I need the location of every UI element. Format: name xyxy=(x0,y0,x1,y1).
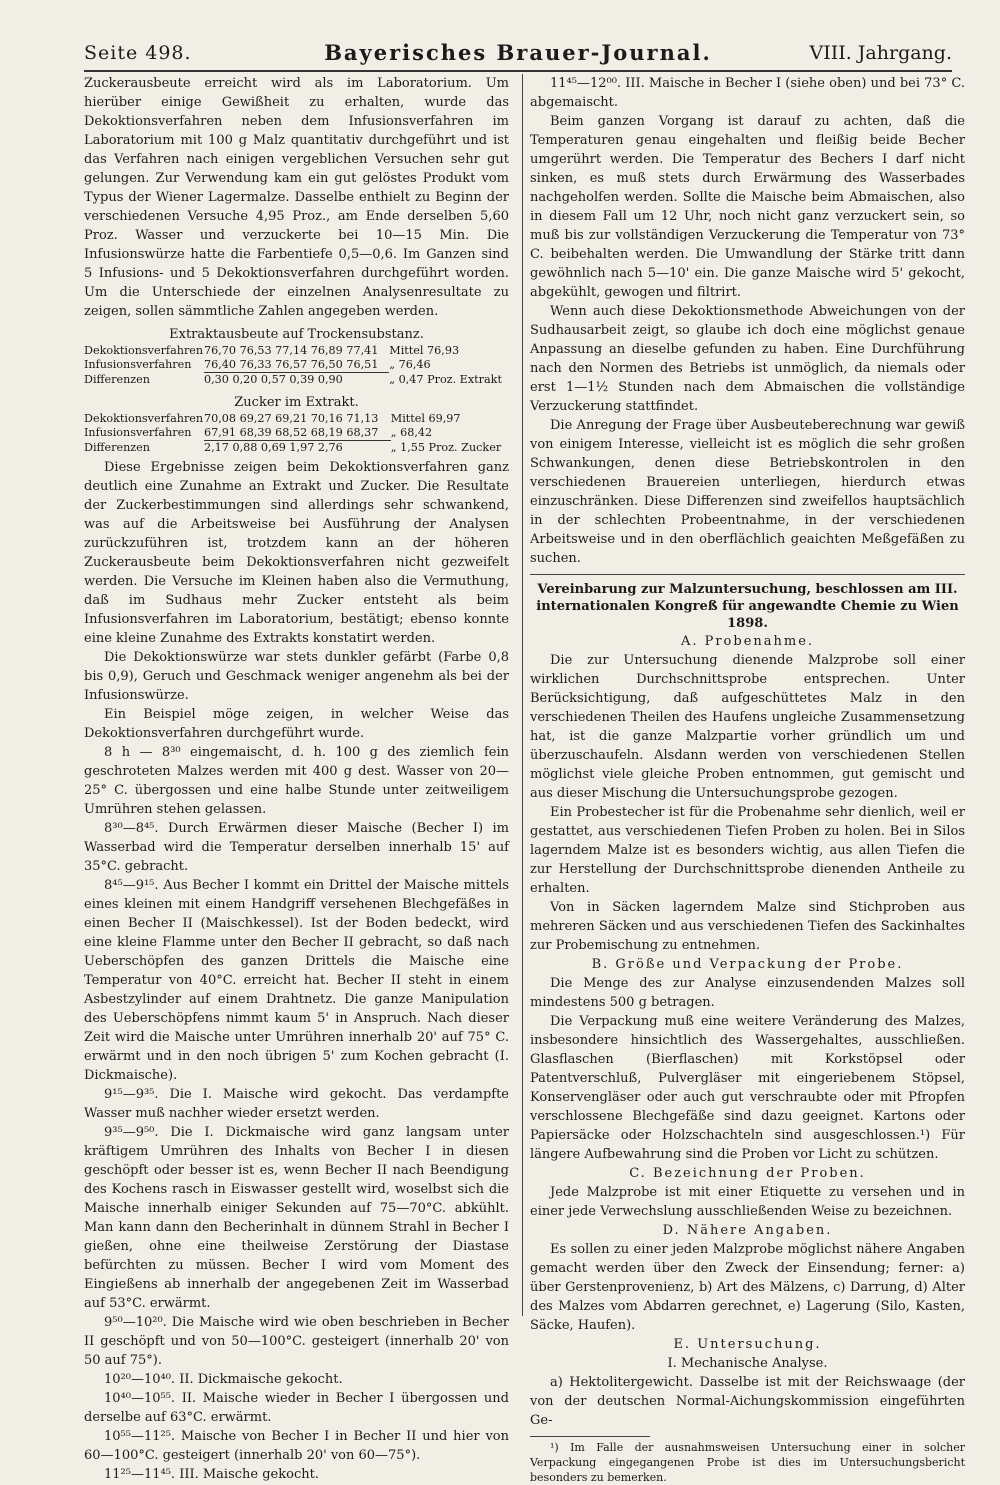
row-values: 2,17 0,88 0,69 1,97 2,76 xyxy=(204,441,391,456)
paragraph: 10⁴⁰—10⁵⁵. II. Maische wieder in Becher I übergossen und derselbe auf 63°C. erwärmt. xyxy=(84,1391,509,1425)
row-mean: „ 0,47 Proz. Extrakt xyxy=(389,372,502,386)
section-rule xyxy=(530,574,965,575)
page-number: Seite 498. xyxy=(84,42,192,64)
table-row xyxy=(84,426,509,441)
paragraph: Zuckerausbeute erreicht wird als im Laboratorium. Um hierüber einige Gewißheit zu erhalten, wurde das Dekoktionsverfahren neben dem Infusionsverfahren im Laboratorium mit 100 g Malz quantitativ durchgeführt und ist das Verfahren nach einigen vergeblichen Versuchen sehr gut gelungen. Zur Verwendung kam ein gut gelöstes Produkt vom Typus der Wiener Lagermalze. Dasselbe enthielt zu Beginn der verschiedenen Versuche 4,95 Proz., am Ende derselben 5,60 Proz. Wasser und verzuckerte bei 10—15 Min. Die Infusionswürze hatte die Farbentiefe 0,5—0,6. Im Ganzen sind 5 Infusions- und 5 Dekoktionsverfahren durchgeführt worden. Um die Unterschiede der einzelnen Analysenresultate zu zeigen, sollen sämmtliche Zahlen angegeben werden. xyxy=(84,76,509,319)
row-mean: „ 1,55 Proz. Zucker xyxy=(390,440,502,454)
row-mean: „ 76,46 xyxy=(389,358,431,372)
row-label: Infusionsverfahren xyxy=(84,426,192,440)
paragraph: 9³⁵—9⁵⁰. Die I. Dickmaische wird ganz langsam unter kräftigem Umrühren des Inhalts von Becher I in diesen geschöpft oder besser ist es, wenn Becher II nach Beendigung des Kochens rasch in Eiswasser gestellt wird, woselbst sich die Maische innerhalb einiger Sekunden auf 75—70°C. abkühlt. Man kann dann den Becherinhalt in dünnem Strahl in Becher I gießen, ohne eine theilweise Zerstörung der Diastase befürchten zu müssen. Becher I wird vom Moment des Eingießens ab innerhalb der angegebenen Zeit im Wasserbad auf 53°C. erwärmt. xyxy=(84,1125,509,1311)
row-mean: Mittel 76,93 xyxy=(389,344,460,357)
paragraph: Die zur Untersuchung dienende Malzprobe soll einer wirklichen Durchschnittsprobe entsprechen. Unter Berücksichtigung, daß aufgeschüttetes Malz in den verschiedenen Theilen des Haufens ungleiche Zusammensetzung hat, ist die ganze Malzpartie vorher gründlich um und überzuschaufeln. Alsdann werden von verschiedenen Stellen möglichst viele gleiche Proben entnommen, gut gemischt und aus dieser Mischung die Untersuchungsprobe gezogen. xyxy=(530,653,965,801)
header-rule xyxy=(84,70,952,72)
paragraph: Jede Malzprobe ist mit einer Etiquette zu versehen und in einer jede Verwechslung ausschließenden Weise zu bezeichnen. xyxy=(530,1185,965,1219)
paragraph: Die Anregung der Frage über Ausbeuteberechnung war gewiß von einigem Interesse, vielleicht ist es möglich die sehr großen Schwankungen, denen diese Betriebskontrolen in den verschiedenen Brauereien unterliegen, hierdurch etwas einzuschränken. Diese Differenzen sind zweifellos hauptsächlich in der schlechten Probeentnahme, in der verschiedenen Arbeitsweise und in den oberflächlich geaichten Meßgefäßen zu suchen. xyxy=(530,418,965,566)
table-row xyxy=(84,441,509,456)
row-values: 70,08 69,27 69,21 70,16 71,13 xyxy=(204,412,379,425)
paragraph: Beim ganzen Vorgang ist darauf zu achten, daß die Temperaturen genau eingehalten und fleißig beide Becher umgerührt werden. Die Temperatur des Bechers I darf nicht sinken, es muß stets durch Erwärmung des Wasserbades nachgeholfen werden. Sollte die Maische beim Abmaischen, also in diesem Fall um 12 Uhr, noch nicht ganz verzuckert sein, so muß bis zur vollständigen Verzuckerung die Temperatur von 73° C. beibehalten werden. Die Umwandlung der Stärke tritt dann gewöhnlich nach 5—10' ein. Die ganze Maische wird 5' gekocht, abgekühlt, gewogen und filtrirt. xyxy=(530,114,965,300)
row-label: Dekoktionsverfahren xyxy=(84,412,204,425)
row-label: Dekoktionsverfahren xyxy=(84,344,204,357)
paragraph: 9¹⁵—9³⁵. Die I. Maische wird gekocht. Das verdampfte Wasser muß nachher wieder ersetzt werden. xyxy=(84,1087,509,1121)
extract-yield-table xyxy=(84,344,509,387)
paragraph: 10⁵⁵—11²⁵. Maische von Becher I in Becher II und hier von 60—100°C. gesteigert (innerhalb 20' von 60—75°). xyxy=(84,1429,509,1463)
row-mean: „ 68,42 xyxy=(390,426,433,440)
paragraph: Wenn auch diese Dekoktionsmethode Abweichungen von der Sudhausarbeit zeigt, so glaube ich doch eine möglichst genaue Anpassung an dieselbe gefunden zu haben. Eine Durchführung nach den Normen des Betriebs ist unmöglich, da niemals oder erst 1—1½ Stunden nach dem Abmaischen die vollständige Verzuckerung stattfindet. xyxy=(530,304,965,414)
paragraph: 11⁴⁵—12⁰⁰. III. Maische in Becher I (siehe oben) und bei 73° C. abgemaischt. xyxy=(530,76,965,110)
paragraph: Es sollen zu einer jeden Malzprobe möglichst nähere Angaben gemacht werden über den Zweck der Einsendung; ferner: a) über Gerstenprovenienz, b) Art des Mälzens, c) Darrung, d) Alter des Malzes vom Abdarren gerechnet, e) Lagerung (Silo, Kasten, Säcke, Haufen). xyxy=(530,1242,965,1333)
row-values: 76,40 76,33 76,57 76,50 76,51 xyxy=(204,358,379,371)
row-label: Differenzen xyxy=(84,372,151,386)
paragraph: Ein Probestecher ist für die Probenahme sehr dienlich, weil er gestattet, aus verschiedenen Tiefen Proben zu holen. Bei in Silos lagerndem Malze ist es besonders wichtig, aus allen Tiefen die zur Herstellung der Durchschnittsprobe dienenden Antheile zu erhalten. xyxy=(530,805,965,896)
paragraph: 8 h — 8³⁰ eingemaischt, d. h. 100 g des ziemlich fein geschroteten Malzes werden mit 400 g dest. Wasser von 20—25° C. übergossen und eine halbe Stunde unter zeitweiligem Umrühren stehen gelassen. xyxy=(84,745,509,817)
footnote: ¹) Im Falle der ausnahmsweisen Untersuchung einer in solcher Verpackung eingegangenen Probe ist dies im Untersuchungsbericht besonders zu bemerken. xyxy=(530,1441,965,1484)
row-label: Differenzen xyxy=(84,440,151,454)
table-row xyxy=(84,358,509,373)
paragraph: Die Dekoktionswürze war stets dunkler gefärbt (Farbe 0,8 bis 0,9), Geruch und Geschmack weniger angenehm als bei der Infusionswürze. xyxy=(84,650,509,703)
paragraph: Ein Beispiel möge zeigen, in welcher Weise das Dekoktionsverfahren durchgeführt wurde. xyxy=(84,707,509,741)
row-values: 76,70 76,53 77,14 76,89 77,41 xyxy=(204,344,379,357)
paragraph: 8⁴⁵—9¹⁵. Aus Becher I kommt ein Drittel der Maische mittels eines kleinen mit einem Handgriff versehenen Blechgefäßes in einen Becher II (Maischkessel). Ist der Boden bedeckt, wird eine kleine Flamme unter den Becher II gebracht, so daß nach Ueberschöpfen des ganzen Drittels die Maische eine Temperatur von 40°C. erreicht hat. Becher II steht in einem Asbestzylinder auf einem Drahtnetz. Die ganze Manipulation des Ueberschöpfens nimmt kaum 5' in Anspruch. Nach dieser Zeit wird die Maische unter Umrühren innerhalb 20' auf 75° C. erwärmt und in den noch übrigen 5' zum Kochen gebracht (I. Dickmaische). xyxy=(84,878,509,1083)
subsection-heading: D. Nähere Angaben. xyxy=(662,1223,833,1238)
paragraph: a) Hektolitergewicht. Dasselbe ist mit der Reichswaage (der von der deutschen Normal-Aichungskommission eingeführten Ge- xyxy=(530,1375,965,1428)
table-row xyxy=(84,412,509,426)
table-row xyxy=(84,373,509,388)
left-column xyxy=(84,74,509,1482)
paragraph: 11²⁵—11⁴⁵. III. Maische gekocht. xyxy=(104,1467,319,1482)
paragraph: Die Menge des zur Analyse einzusendenden Malzes soll mindestens 500 g betragen. xyxy=(530,976,965,1010)
subsection-heading: A. Probenahme. xyxy=(680,634,815,649)
paragraph: 9⁵⁰—10²⁰. Die Maische wird wie oben beschrieben in Becher II geschöpft und von 50—100°C. gesteigert (innerhalb 20' von 50 auf 75°). xyxy=(84,1315,509,1368)
paragraph: Die Verpackung muß eine weitere Veränderung des Malzes, insbesondere hinsichtlich des Wassergehaltes, ausschließen. Glasflaschen (Bierflaschen) mit Korkstöpsel oder Patentverschluß, Pulvergläser mit eingeriebenem Stöpsel, Konservengläser oder auch gut verschraubte oder mit Pfropfen verschlossene Blechgefäße sind dazu geeignet. Kartons oder Papiersäcke oder Holzschachteln sind ausgeschlossen.¹) Für längere Aufbewahrung sind die Proben vor Licht zu schützen. xyxy=(530,1014,965,1162)
subsection-heading: I. Mechanische Analyse. xyxy=(667,1356,828,1371)
subsection-heading: B. Größe und Verpackung der Probe. xyxy=(591,957,904,972)
paragraph: 10²⁰—10⁴⁰. II. Dickmaische gekocht. xyxy=(104,1372,343,1387)
page-header xyxy=(84,40,952,70)
table-caption: Zucker im Extrakt. xyxy=(234,395,359,410)
volume-label: VIII. Jahrgang. xyxy=(809,42,952,64)
paragraph: Von in Säcken lagerndem Malze sind Stichproben aus mehreren Säcken und aus verschiedenen Tiefen des Sackinhaltes zur Probemischung zu entnehmen. xyxy=(530,900,965,953)
table-caption: Extraktausbeute auf Trockensubstanz. xyxy=(169,327,424,342)
journal-title: Bayerisches Brauer-Journal. xyxy=(324,40,712,65)
subsection-heading: C. Bezeichnung der Proben. xyxy=(629,1166,866,1181)
section-title: Vereinbarung zur Malzuntersuchung, beschlossen am III. internationalen Kongreß für angewandte Chemie zu Wien 1898. xyxy=(536,582,959,631)
column-divider xyxy=(522,74,523,1316)
paragraph: 8³⁰—8⁴⁵. Durch Erwärmen dieser Maische (Becher I) im Wasserbad wird die Temperatur derselben innerhalb 15' auf 35°C. gebracht. xyxy=(84,821,509,874)
footnote-rule xyxy=(530,1436,650,1437)
sugar-table xyxy=(84,412,509,455)
right-column xyxy=(530,74,965,1484)
subsection-heading: E. Untersuchung. xyxy=(673,1337,822,1352)
row-values: 67,91 68,39 68,52 68,19 68,37 xyxy=(204,426,379,439)
row-mean: Mittel 69,97 xyxy=(390,412,461,425)
table-row xyxy=(84,344,509,358)
row-label: Infusionsverfahren xyxy=(84,358,192,372)
row-values: 0,30 0,20 0,57 0,39 0,90 xyxy=(204,373,389,388)
paragraph: Diese Ergebnisse zeigen beim Dekoktionsverfahren ganz deutlich eine Zunahme an Extrakt und Zucker. Die Resultate der Zuckerbestimmungen sind allerdings sehr schwankend, was auf die Arbeitsweise bei Ausführung der Analysen zurückzuführen ist, trotzdem kann an der höheren Zuckerausbeute beim Dekoktionsverfahren nicht gezweifelt werden. Die Versuche im Kleinen haben also die Vermuthung, daß im Sudhaus mehr Zucker entsteht als beim Infusionsverfahren im Laboratorium, bestätigt; ebenso konnte eine kleine Zunahme des Extrakts konstatirt werden. xyxy=(84,460,509,646)
